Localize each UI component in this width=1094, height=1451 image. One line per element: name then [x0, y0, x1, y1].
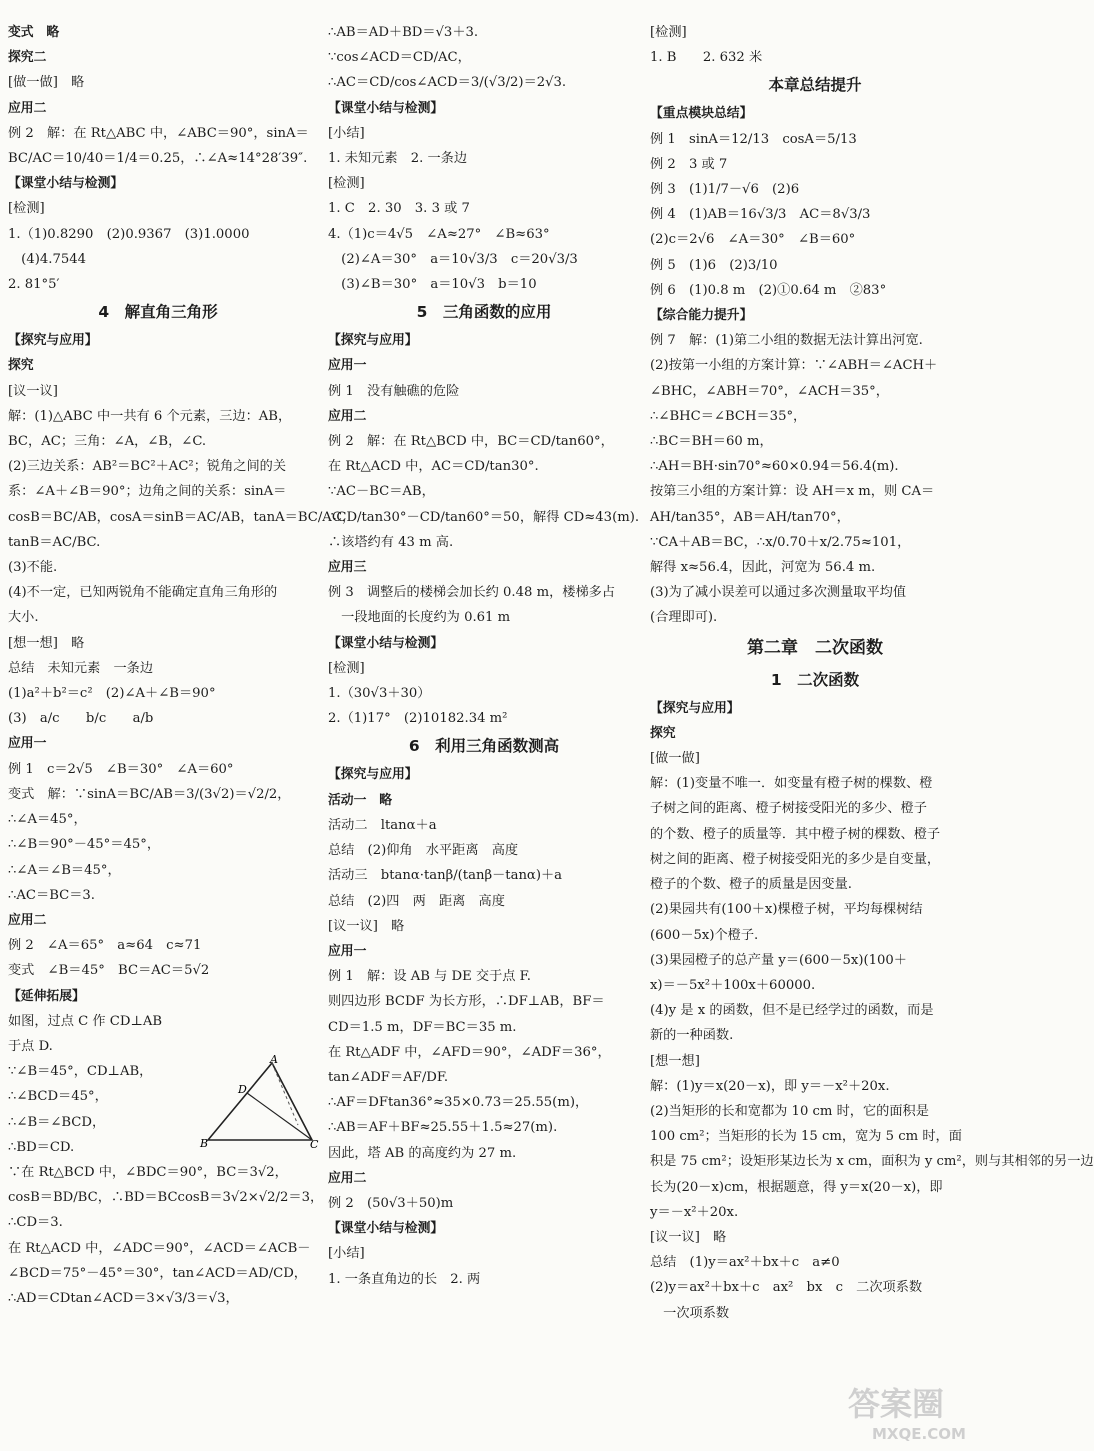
fig-label-b: B: [200, 1137, 209, 1150]
text-line: ∴∠BCD＝45°，: [8, 1089, 108, 1105]
text-line: CD＝1.5 m，DF＝BC＝35 m.: [328, 1019, 517, 1035]
text-line: 因此，塔 AB 的高度约为 27 m.: [328, 1145, 517, 1161]
section-heading: 第二章 二次函数: [747, 637, 883, 658]
column-middle: [328, 20, 640, 1292]
section-heading: 1 二次函数: [770, 670, 860, 689]
text-line: 例 3 (1)1/7－√6 (2)6: [650, 182, 800, 198]
text-line: (2)c＝2√6 ∠A＝30° ∠B＝60°: [650, 232, 856, 248]
text-line: [检测]: [328, 176, 365, 192]
text-line: [小结]: [328, 125, 365, 141]
text-line: [做一做]: [650, 751, 700, 767]
text-line: 变式 略: [8, 25, 60, 40]
text-line: 于点 D.: [8, 1038, 53, 1054]
text-line: ∠BCD＝75°－45°＝30°，tan∠ACD＝AD/CD，: [8, 1265, 307, 1281]
text-line: 【综合能力提升】: [650, 308, 753, 324]
text-line: 例 6 (1)0.8 m (2)①0.64 m ②83°: [650, 282, 887, 298]
text-line: 应用三: [328, 560, 367, 576]
text-line: [议一议] 略: [650, 1229, 727, 1245]
triangle-figure: [200, 1055, 320, 1150]
text-line: 活动一 略: [328, 792, 392, 808]
text-line: 例 4 (1)AB＝16√3/3 AC＝8√3/3: [650, 207, 871, 223]
text-line: 例 1 没有触礁的危险: [328, 383, 460, 399]
text-line: (3)为了减小误差可以通过多次测量取平均值: [650, 585, 907, 601]
column-right: [650, 20, 1094, 1326]
text-line: 2.（1)17° (2)10182.34 m²: [328, 711, 508, 727]
text-line: [小结]: [328, 1246, 365, 1262]
text-line: [议一议]: [8, 383, 58, 399]
watermark-main: 答案圈: [848, 1385, 945, 1423]
text-line: 应用二: [328, 1170, 367, 1186]
section-heading: 6 利用三角函数测高: [408, 737, 560, 756]
text-line: ∴BC＝BH＝60 m，: [650, 434, 773, 450]
text-line: 一段地面的长度约为 0.61 m: [328, 610, 511, 626]
text-line: [议一议] 略: [328, 918, 405, 934]
text-line: 例 1 解：设 AB 与 DE 交于点 F.: [328, 969, 531, 985]
text-line: 例 2 3 或 7: [650, 156, 728, 172]
text-line: tanB＝AC/BC.: [8, 534, 101, 550]
text-line: 1. 未知元素 2. 一条边: [328, 151, 468, 167]
text-line: 在 Rt△ACD 中，∠ADC＝90°，∠ACD＝∠ACB－: [8, 1240, 311, 1256]
text-line: tan∠ADF＝AF/DF.: [328, 1069, 449, 1085]
text-line: 总结 未知元素 一条边: [8, 660, 154, 676]
text-line: 例 2 ∠A＝65° a≈64 c≈71: [8, 938, 202, 954]
text-line: 1. B 2. 632 米: [650, 50, 763, 66]
text-line: 解：(1)变量不唯一．如变量有橙子树的棵数、橙: [650, 776, 933, 792]
text-line: AH/tan35°，AB＝AH/tan70°，: [650, 509, 850, 525]
text-line: 解得 x≈56.4，因此，河宽为 56.4 m.: [650, 560, 876, 576]
text-line: 应用二: [8, 912, 47, 928]
text-line: 【探究与应用】: [328, 767, 418, 783]
text-line: ∵AC－BC＝AB，: [328, 484, 435, 500]
text-line: ∴AC＝BC＝3.: [8, 887, 95, 903]
text-line: 例 2 解：在 Rt△ABC 中，∠ABC＝90°，sinA＝: [8, 125, 309, 141]
text-line: 【延伸拓展】: [8, 988, 85, 1004]
text-line: (3)∠B＝30° a＝10√3 b＝10: [328, 277, 537, 293]
text-line: (600－5x)个橙子.: [650, 927, 759, 943]
text-line: 应用一: [8, 736, 47, 752]
text-line: cosB＝BD/BC，∴BD＝BCcosB＝3√2×√2/2＝3，: [8, 1190, 324, 1206]
text-line: (2)y＝ax²＋bx＋c ax² bx c 二次项系数: [650, 1280, 923, 1296]
text-line: (4)y 是 x 的函数，但不是已经学过的函数，而是: [650, 1003, 934, 1019]
text-line: [检测]: [8, 201, 45, 217]
text-line: 例 2 解：在 Rt△BCD 中，BC＝CD/tan60°，: [328, 434, 614, 450]
text-line: 【探究与应用】: [650, 700, 740, 716]
fig-label-c: C: [310, 1138, 319, 1151]
text-line: 【探究与应用】: [8, 333, 98, 349]
text-line: (4)4.7544: [8, 251, 87, 267]
text-line: ∵∠B＝45°，CD⊥AB，: [8, 1064, 153, 1080]
text-line: 变式 解：∵sinA＝BC/AB＝3/(3√2)＝√2/2，: [8, 786, 291, 802]
text-line: ∴AH＝BH·sin70°≈60×0.94＝56.4(m).: [650, 459, 899, 475]
text-line: cosB＝BC/AB，cosA＝sinB＝AC/AB，tanA＝BC/AC，: [8, 509, 356, 525]
text-line: BC，AC；三角：∠A，∠B，∠C.: [8, 434, 207, 450]
text-line: ∴AC＝CD/cos∠ACD＝3/(√3/2)＝2√3.: [328, 75, 567, 91]
fig-label-a: A: [270, 1053, 278, 1066]
text-line: ∴∠A＝45°，: [8, 812, 87, 828]
text-line: 1. C 2. 30 3. 3 或 7: [328, 201, 470, 217]
text-line: 在 Rt△ACD 中，AC＝CD/tan30°.: [328, 459, 539, 475]
text-line: 探究: [8, 358, 34, 374]
text-line: [检测]: [650, 25, 687, 40]
text-line: 解：(1)y＝x(20－x)，即 y＝－x²＋20x.: [650, 1078, 890, 1094]
text-line: ∵CA＋AB＝BC，∴x/0.70＋x/2.75≈101，: [650, 534, 911, 550]
fig-label-d: D: [238, 1083, 247, 1096]
text-line: 解：(1)△ABC 中一共有 6 个元素，三边：AB，: [8, 408, 292, 424]
text-line: 树之间的距离、橙子树接受阳光的多少是自变量，: [650, 851, 941, 867]
text-line: (2)当矩形的长和宽都为 10 cm 时，它的面积是: [650, 1103, 929, 1119]
section-heading: 5 三角函数的应用: [416, 303, 552, 322]
text-line: 【课堂小结与检测】: [328, 635, 444, 651]
text-line: (合理即可).: [650, 610, 718, 626]
text-line: 按第三小组的方案计算：设 AH＝x m，则 CA＝: [650, 484, 935, 500]
text-line: (2)∠A＝30° a＝10√3/3 c＝20√3/3: [328, 251, 578, 267]
text-line: ∴BD＝CD.: [8, 1139, 75, 1155]
text-line: (2)按第一小组的方案计算：∵∠ABH＝∠ACH＋: [650, 358, 938, 374]
text-line: (4)不一定，已知两锐角不能确定直角三角形的: [8, 585, 278, 601]
text-line: 应用二: [8, 100, 47, 116]
text-line: ∴AD＝CDtan∠ACD＝3×√3/3＝√3，: [8, 1290, 239, 1306]
text-line: 活动二 ltanα＋a: [328, 817, 437, 833]
text-line: 探究二: [8, 50, 47, 66]
text-line: 应用二: [328, 408, 367, 424]
text-line: 则四边形 BCDF 为长方形，∴DF⊥AB，BF＝: [328, 994, 605, 1010]
text-line: 新的一种函数.: [650, 1028, 734, 1044]
text-line: 【课堂小结与检测】: [328, 1221, 444, 1237]
text-line: 探究: [650, 725, 676, 741]
text-line: 1.（1)0.8290 (2)0.9367 (3)1.0000: [8, 226, 250, 242]
text-line: ∴∠B＝∠BCD，: [8, 1114, 106, 1130]
text-line: 例 1 sinA＝12/13 cosA＝5/13: [650, 131, 857, 147]
text-line: 100 cm²；当矩形的长为 15 cm，宽为 5 cm 时，面: [650, 1129, 962, 1145]
text-line: 总结 (1)y＝ax²＋bx＋c a≠0: [650, 1255, 840, 1271]
text-line: 1.（30√3＋30）: [328, 686, 431, 702]
text-line: 应用一: [328, 358, 367, 374]
text-line: 1. 一条直角边的长 2. 两: [328, 1271, 481, 1287]
text-line: 例 2 (50√3＋50)m: [328, 1195, 454, 1211]
text-line: ∵在 Rt△BCD 中，∠BDC＝90°，BC＝3√2，: [8, 1164, 288, 1180]
text-line: 总结 (2)四 两 距离 高度: [328, 893, 505, 909]
text-line: 一次项系数: [650, 1305, 730, 1321]
text-line: ∠BHC，∠ABH＝70°，∠ACH＝35°，: [650, 383, 889, 399]
text-line: ∴AB＝AF＋BF≈25.55＋1.5≈27(m).: [328, 1120, 558, 1136]
text-line: 的个数、橙子的质量等．其中橙子树的棵数、橙子: [650, 826, 941, 842]
text-line: 长为(20－x)cm，根据题意，得 y＝x(20－x)，即: [650, 1179, 943, 1195]
text-line: 例 7 解：(1)第二小组的数据无法计算出河宽.: [650, 333, 923, 349]
text-line: 系：∠A＋∠B＝90°；边角之间的关系：sinA＝: [8, 484, 287, 500]
text-line: [做一做] 略: [8, 75, 85, 91]
text-line: 活动三 btanα·tanβ/(tanβ－tanα)＋a: [328, 868, 563, 884]
text-line: ∴AB＝AD＋BD＝√3＋3.: [328, 25, 479, 40]
text-line: (3)不能.: [8, 560, 58, 576]
text-line: 积是 75 cm²；设矩形某边长为 x cm，面积为 y cm²，则与其相邻的另一边: [650, 1154, 1094, 1170]
section-heading: 本章总结提升: [768, 76, 862, 95]
text-line: [检测]: [328, 660, 365, 676]
text-line: ∴该塔约有 43 m 高.: [328, 534, 454, 550]
text-line: (3)果园橙子的总产量 y＝(600－5x)(100＋: [650, 952, 907, 968]
watermark-sub: MXQE.COM: [872, 1425, 966, 1443]
text-line: [想一想]: [650, 1053, 700, 1069]
text-line: ∴∠A＝∠B＝45°，: [8, 862, 121, 878]
text-line: 大小.: [8, 610, 39, 626]
text-line: 子树之间的距离、橙子树接受阳光的多少、橙子: [650, 801, 927, 817]
text-line: 总结 (2)仰角 水平距离 高度: [328, 843, 519, 859]
text-line: ∴CD/tan30°－CD/tan60°＝50，解得 CD≈43(m).: [328, 509, 640, 525]
text-line: 变式 ∠B＝45° BC＝AC＝5√2: [8, 963, 210, 979]
text-line: (1)a²＋b²＝c² (2)∠A＋∠B＝90°: [8, 686, 216, 702]
text-line: 【重点模块总结】: [650, 106, 753, 122]
text-line: ∴AF＝DFtan36°≈35×0.73＝25.55(m)，: [328, 1095, 589, 1111]
text-line: 【探究与应用】: [328, 333, 418, 349]
text-line: (2)果园共有(100＋x)棵橙子树，平均每棵树结: [650, 902, 923, 918]
text-line: 例 1 c＝2√5 ∠B＝30° ∠A＝60°: [8, 761, 234, 777]
text-line: 例 3 调整后的楼梯会加长约 0.48 m，楼梯多占: [328, 585, 616, 601]
text-line: 4.（1)c＝4√5 ∠A≈27° ∠B≈63°: [328, 226, 550, 242]
text-line: ∴∠B＝90°－45°＝45°，: [8, 837, 161, 853]
text-line: (3) a/c b/c a/b: [8, 711, 154, 727]
text-line: ∴CD＝3.: [8, 1215, 63, 1231]
text-line: 例 5 (1)6 (2)3/10: [650, 257, 778, 273]
text-line: y＝－x²＋20x.: [650, 1204, 739, 1220]
text-line: 如图，过点 C 作 CD⊥AB: [8, 1013, 163, 1029]
text-line: 橙子的个数、橙子的质量是因变量.: [650, 877, 853, 893]
text-line: 在 Rt△ADF 中，∠AFD＝90°，∠ADF＝36°，: [328, 1044, 611, 1060]
text-line: (2)三边关系：AB²＝BC²＋AC²；锐角之间的关: [8, 459, 287, 475]
text-line: 2. 81°5′: [8, 277, 60, 293]
text-line: 应用一: [328, 943, 367, 959]
watermark-logo: [842, 1375, 992, 1445]
text-line: ∵cos∠ACD＝CD/AC，: [328, 50, 471, 66]
text-line: x)＝－5x²＋100x＋60000.: [650, 977, 816, 993]
text-line: BC/AC＝10/40＝1/4＝0.25，∴∠A≈14°28′39″.: [8, 151, 308, 167]
text-line: ∴∠BHC＝∠BCH＝35°，: [650, 408, 807, 424]
text-line: [想一想] 略: [8, 635, 85, 651]
section-heading: 4 解直角三角形: [98, 303, 218, 322]
text-line: 【课堂小结与检测】: [8, 176, 124, 192]
text-line: 【课堂小结与检测】: [328, 100, 444, 116]
